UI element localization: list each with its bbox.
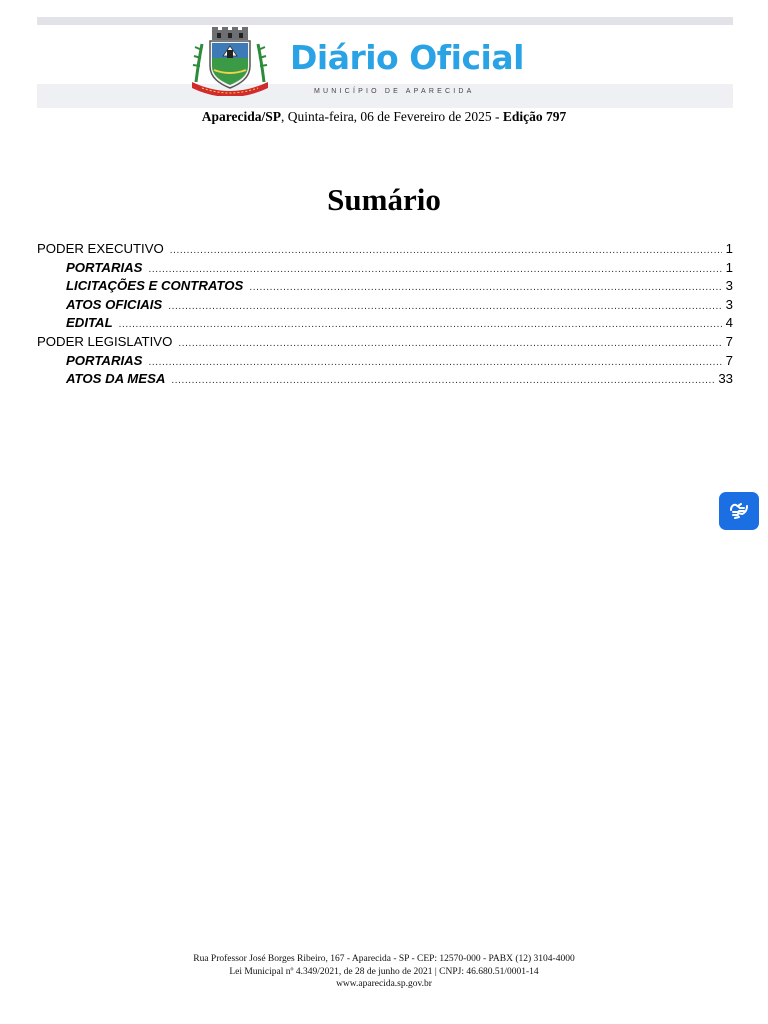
footer-website[interactable]: www.aparecida.sp.gov.br bbox=[336, 979, 432, 989]
toc-entry-poder-legislativo[interactable] bbox=[37, 334, 733, 353]
toc-entry-label: EDITAL bbox=[66, 315, 113, 331]
toc-entry-label: PORTARIAS bbox=[66, 352, 143, 368]
summary-list bbox=[37, 241, 733, 390]
summary-title: Sumário bbox=[327, 182, 441, 217]
toc-page-number: 3 bbox=[725, 296, 733, 312]
toc-dot-leader bbox=[249, 282, 721, 293]
toc-entry-label: ATOS DA MESA bbox=[66, 371, 166, 387]
toc-page-number: 1 bbox=[725, 259, 733, 275]
toc-dot-leader bbox=[170, 245, 722, 256]
edition-place: Aparecida/SP bbox=[201, 109, 281, 124]
toc-dot-leader bbox=[119, 319, 722, 330]
edition-date: , Quinta-feira, 06 de Fevereiro de 2025 - bbox=[280, 109, 503, 124]
toc-entry-label: PODER LEGISLATIVO bbox=[37, 333, 173, 349]
toc-entry-edital[interactable] bbox=[37, 315, 733, 334]
toc-entry-label: PODER EXECUTIVO bbox=[37, 241, 164, 256]
toc-page-number: 33 bbox=[718, 371, 733, 387]
toc-dot-leader bbox=[168, 301, 721, 312]
toc-page-number: 1 bbox=[725, 241, 733, 256]
toc-page-number: 7 bbox=[725, 352, 733, 368]
page-footer bbox=[0, 953, 768, 991]
toc-entry-label: ATOS OFICIAIS bbox=[66, 296, 163, 312]
toc-entry-portarias-executivo[interactable] bbox=[37, 260, 733, 279]
toc-entry-poder-executivo[interactable] bbox=[37, 241, 733, 260]
toc-entry-label: LICITAÇÕES E CONTRATOS bbox=[66, 278, 244, 294]
publication-subtitle: MUNICÍPIO DE APARECIDA bbox=[314, 88, 475, 95]
header-top-strip bbox=[37, 17, 733, 25]
publication-title: Diário Oficial bbox=[290, 38, 524, 77]
toc-dot-leader bbox=[148, 357, 721, 368]
toc-page-number: 4 bbox=[725, 315, 733, 331]
footer-address: Rua Professor José Borges Ribeiro, 167 - Aparecida - SP - CEP: 12570-000 - PABX (12) 3104-4000 bbox=[193, 954, 575, 964]
sign-language-hands-icon bbox=[727, 500, 751, 522]
toc-entry-label: PORTARIAS bbox=[66, 259, 143, 275]
toc-dot-leader bbox=[148, 264, 721, 275]
toc-dot-leader bbox=[178, 338, 721, 349]
footer-law: Lei Municipal nº 4.349/2021, de 28 de junho de 2021 | CNPJ: 46.680.51/0001-14 bbox=[229, 966, 539, 977]
edition-line bbox=[0, 109, 768, 125]
toc-entry-atos-da-mesa[interactable] bbox=[37, 371, 733, 390]
toc-entry-portarias-legislativo[interactable] bbox=[37, 353, 733, 372]
toc-entry-atos-oficiais[interactable] bbox=[37, 297, 733, 316]
toc-page-number: 3 bbox=[725, 278, 733, 294]
municipal-coat-of-arms-icon bbox=[188, 26, 272, 96]
edition-number: Edição 797 bbox=[502, 109, 567, 124]
toc-dot-leader bbox=[171, 375, 714, 386]
sign-language-accessibility-button[interactable] bbox=[719, 492, 759, 530]
toc-page-number: 7 bbox=[725, 333, 733, 349]
toc-entry-licitacoes-e-contratos[interactable] bbox=[37, 278, 733, 297]
